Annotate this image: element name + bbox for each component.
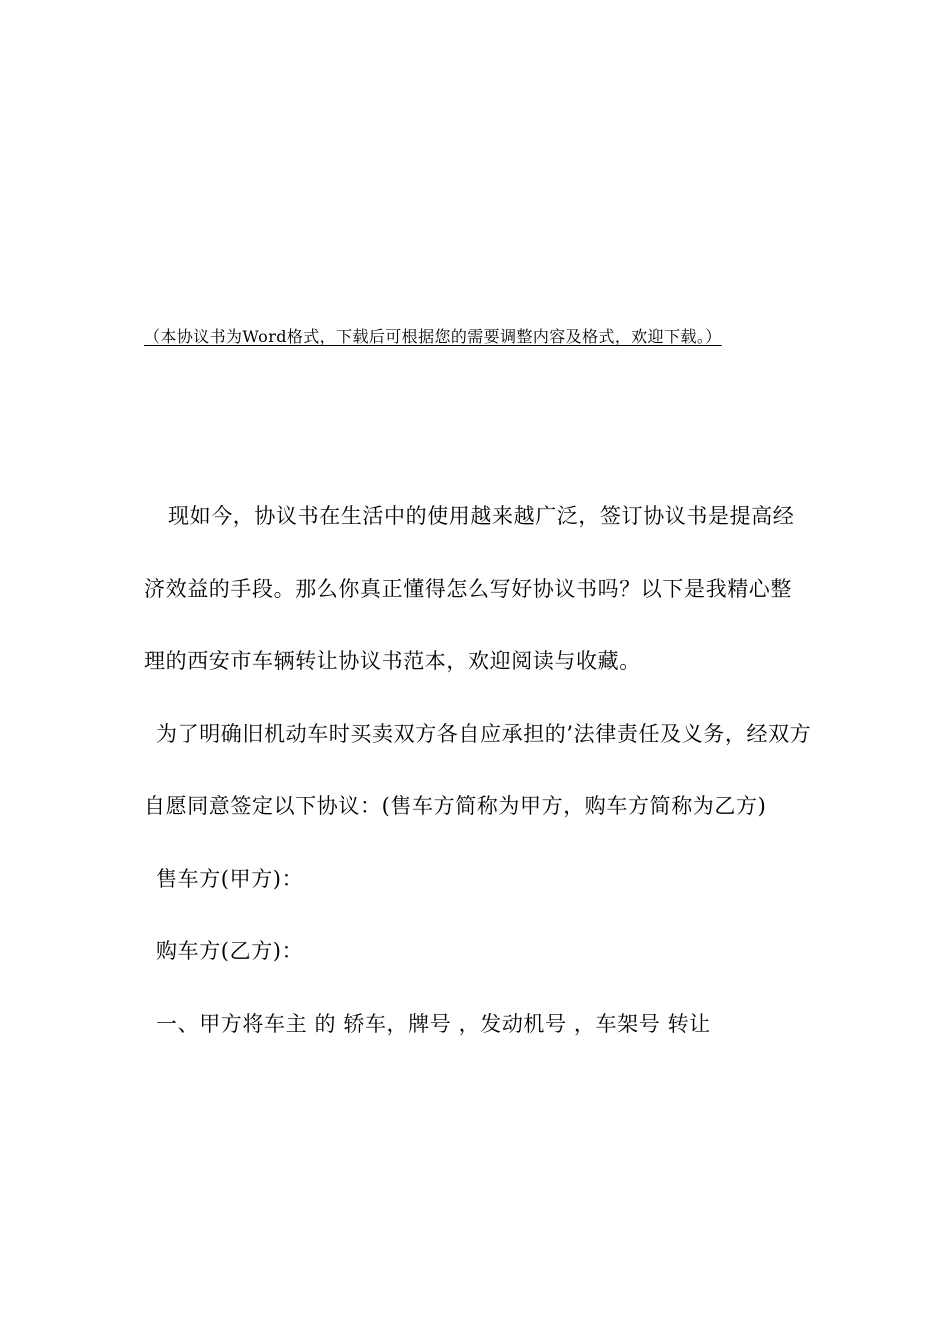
format-note: （本协议书为Word格式，下载后可根据您的需要调整内容及格式，欢迎下载。）	[144, 327, 722, 346]
document-body	[144, 480, 812, 1060]
intro-paragraph: 现如今，协议书在生活中的使用越来越广泛，签订协议书是提高经济效益的手段。那么你真正懂得怎么写好协议书吗？以下是我精心整理的西安市车辆转让协议书范本，欢迎阅读与收藏。	[144, 504, 795, 673]
buyer-line: 购车方(乙方)：	[156, 939, 304, 963]
clause-one: 一、甲方将车主 的 轿车，牌号 ，发动机号 ，车架号 转让	[156, 1011, 711, 1036]
purpose-paragraph: 为了明确旧机动车时买卖双方各自应承担的’法律责任及义务，经双方自愿同意签定以下协议：(售车方简称为甲方，购车方简称为乙方)	[144, 721, 812, 818]
seller-line: 售车方(甲方)：	[156, 866, 304, 891]
